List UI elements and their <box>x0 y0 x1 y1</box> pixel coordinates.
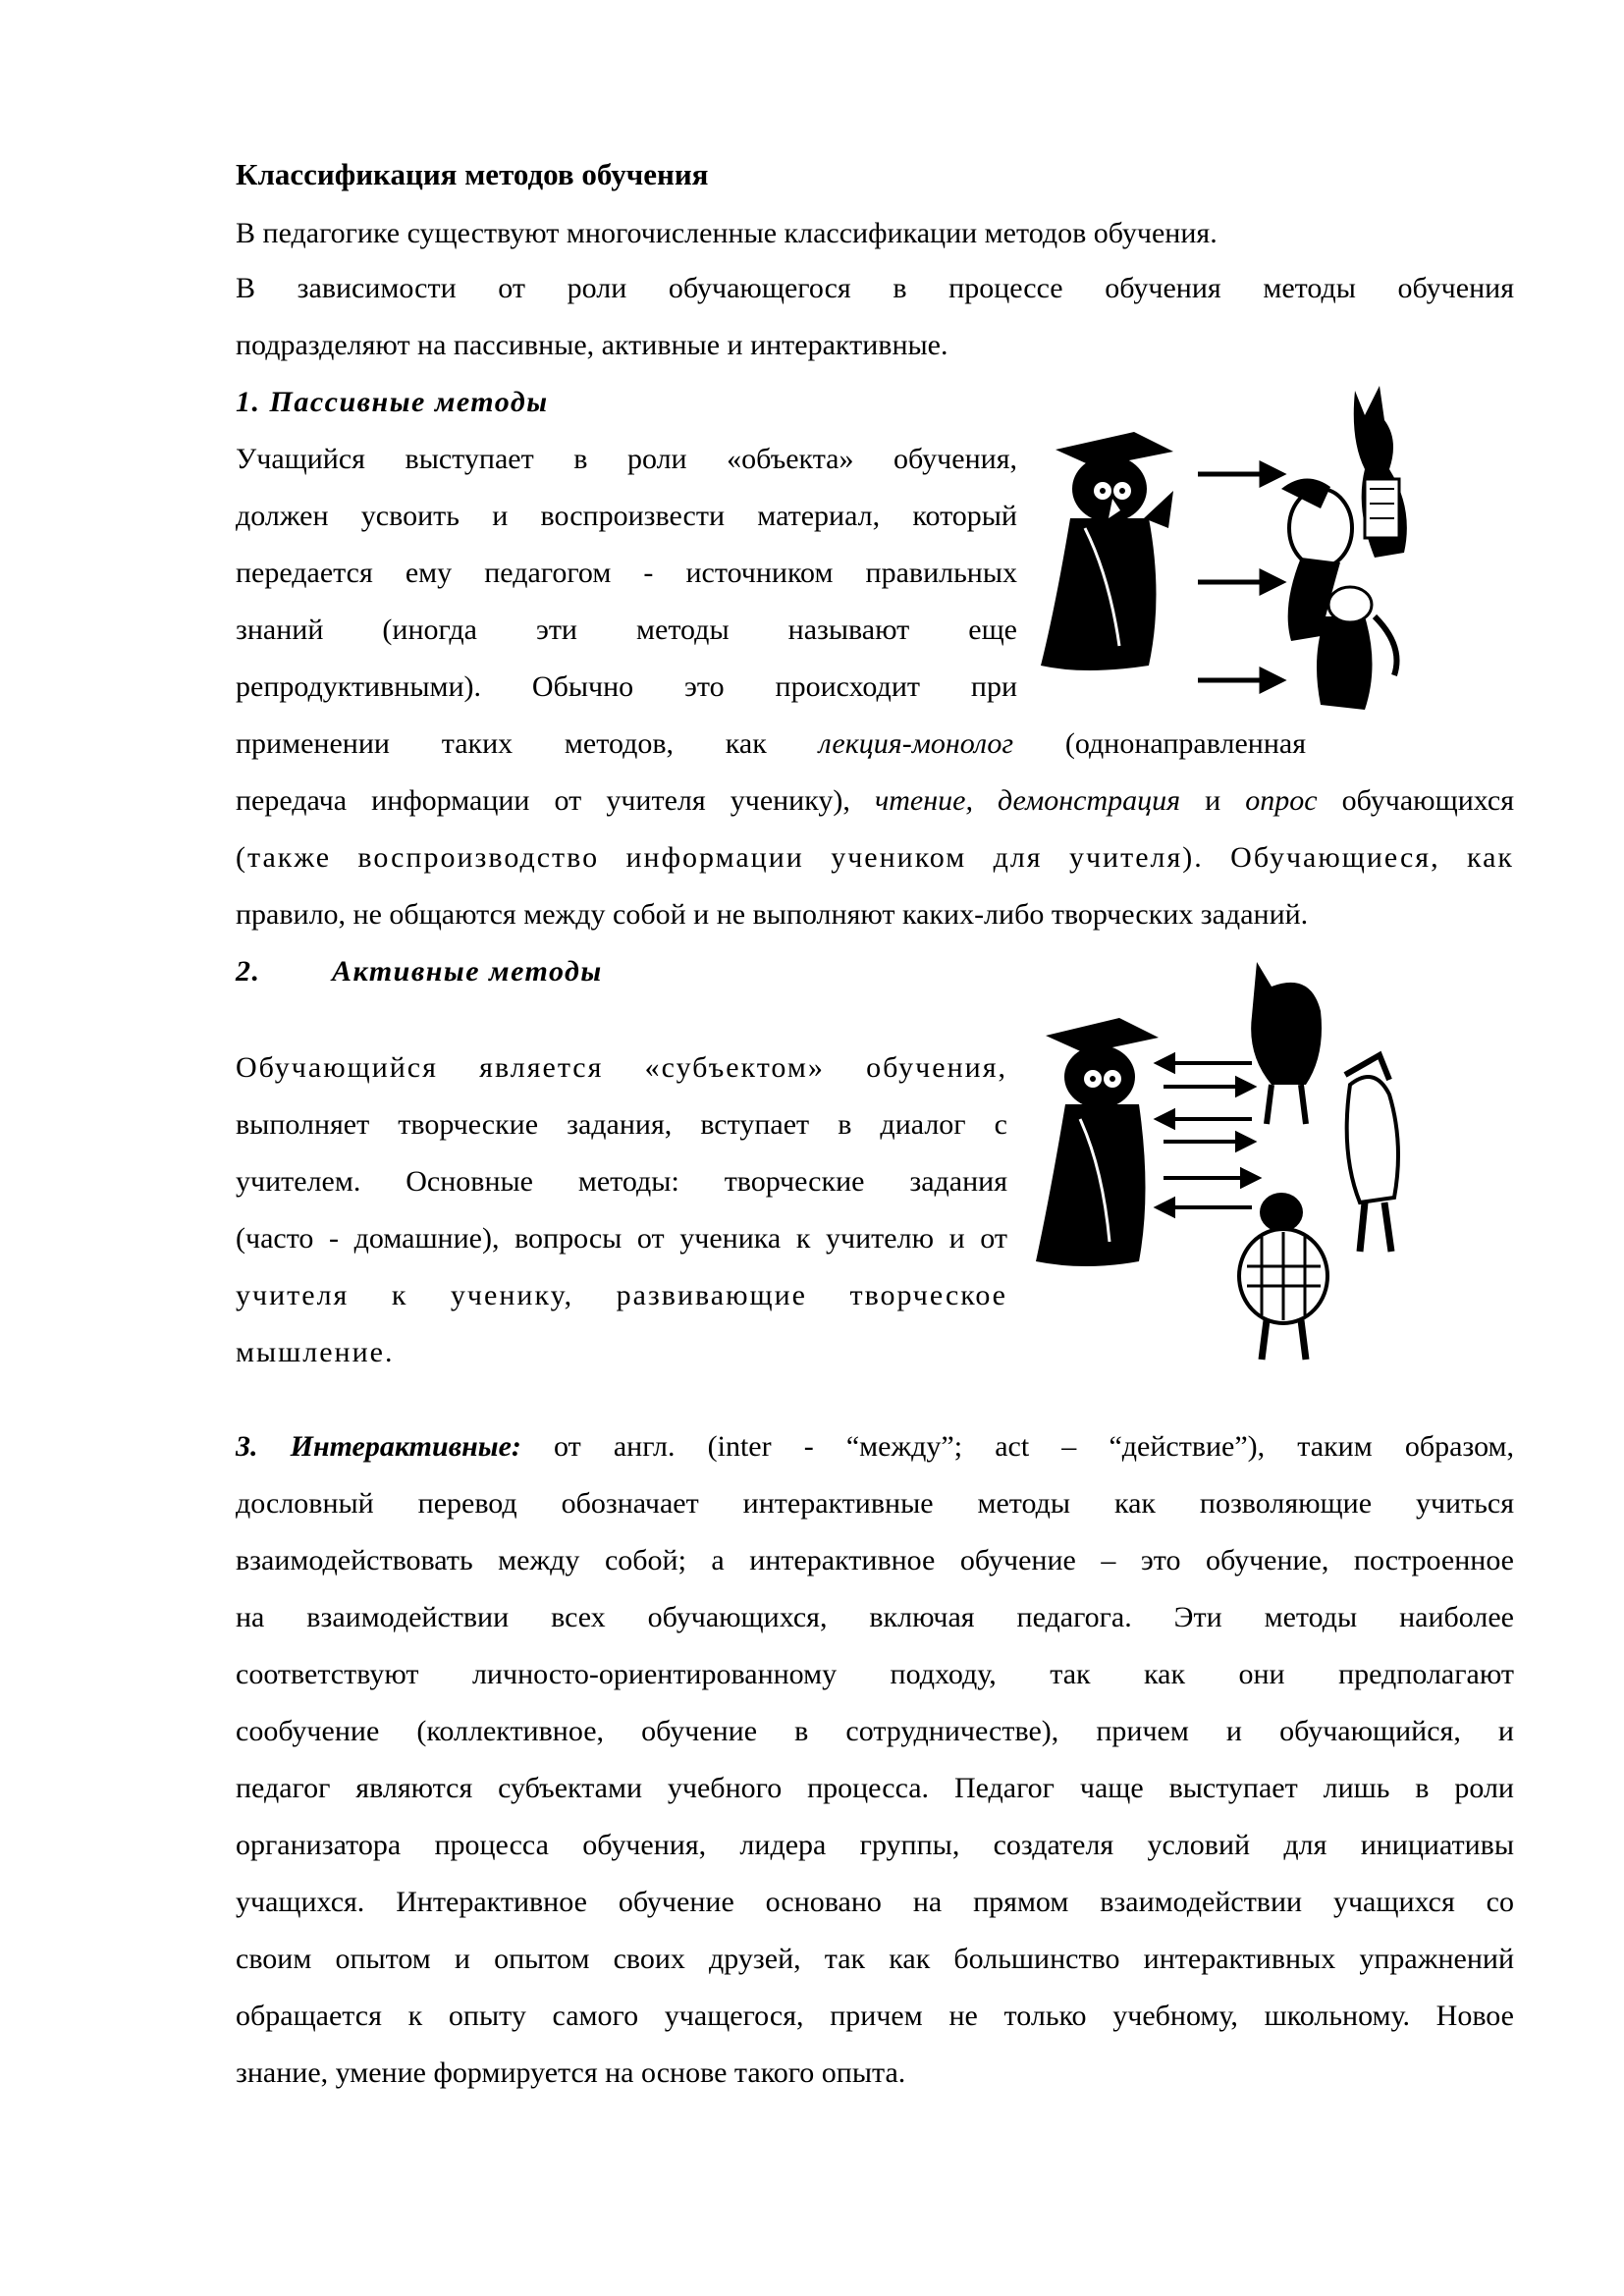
passive-text-line: должен усвоить и воспроизвести материал, который <box>236 500 1017 532</box>
active-text-line: мышление. <box>236 1336 395 1368</box>
emphasis-lecture-monologue: лекция-монолог <box>818 727 1014 760</box>
active-text-line: учителя к ученику, развивающие творческое <box>236 1279 1007 1311</box>
emphasis-survey: опрос <box>1245 784 1318 817</box>
passive-text-part: применении таких методов, как <box>236 727 819 760</box>
interactive-text-line: учащихся. Интерактивное обучение основано на прямом взаимодействии учащихся со <box>236 1886 1514 1918</box>
teacher-student-dialog-illustration <box>1026 957 1419 1374</box>
passive-text-part: передача информации от учителя ученику), <box>236 784 875 817</box>
interactive-text-line: сообучение (коллективное, обучение в сотрудничестве), причем и обучающийся, и <box>236 1715 1514 1747</box>
passive-text-part: обучающихся <box>1317 784 1514 817</box>
teacher-owl-figure <box>1036 1018 1159 1266</box>
one-way-arrows <box>1198 464 1281 690</box>
interactive-text-line: организатора процесса обучения, лидера группы, создателя условий для инициативы <box>236 1829 1514 1861</box>
intro-paragraph-2-line-2: подразделяют на пассивные, активные и интерактивные. <box>236 329 948 361</box>
teacher-to-students-one-way-illustration <box>1026 381 1419 744</box>
interactive-text-line: своим опытом и опытом своих друзей, так как большинство интерактивных упражнений <box>236 1943 1514 1975</box>
passive-text-line-methods-2 <box>236 781 1514 821</box>
interactive-text-line: дословный перевод обозначает интерактивные методы как позволяющие учиться <box>236 1487 1514 1520</box>
interactive-text-line-1 <box>236 1427 1514 1467</box>
passive-text-line: репродуктивными). Обычно это происходит при <box>236 670 1017 703</box>
passive-text-line: (также воспроизводство информации учеником для учителя). Обучающиеся, как <box>236 841 1514 874</box>
interactive-text-line: соответствуют личносто-ориентированному подходу, так как они предполагают <box>236 1658 1514 1690</box>
section-heading-active: Активные методы <box>332 955 603 988</box>
active-text-line: Обучающийся является «субъектом» обучения, <box>236 1051 1007 1084</box>
active-text-line: выполняет творческие задания, вступает в диалог с <box>236 1108 1007 1141</box>
section-number-active: 2. <box>236 955 261 988</box>
two-way-arrows <box>1158 1055 1258 1215</box>
intro-paragraph-1: В педагогике существуют многочисленные классификации методов обучения. <box>236 217 1218 249</box>
interactive-text-line: знание, умение формируется на основе такого опыта. <box>236 2056 906 2089</box>
active-text-line: учителем. Основные методы: творческие задания <box>236 1165 1007 1198</box>
passive-text-line: Учащийся выступает в роли «объекта» обучения, <box>236 443 1017 475</box>
passive-text-line: передается ему педагогом - источником правильных <box>236 557 1017 589</box>
emphasis-reading-demonstration: чтение, демонстрация <box>874 784 1181 817</box>
interactive-text-line: на взаимодействии всех обучающихся, включая педагога. Эти методы наиболее <box>236 1601 1514 1633</box>
section-heading-passive: 1. Пассивные методы <box>236 386 549 418</box>
student-figures <box>1239 962 1398 1360</box>
page-title: Классификация методов обучения <box>236 157 709 191</box>
passive-text-line: правило, не общаются между собой и не выполняют каких-либо творческих заданий. <box>236 898 1309 931</box>
intro-paragraph-2-line-1: В зависимости от роли обучающегося в процессе обучения методы обучения <box>236 272 1514 304</box>
interactive-text-line: взаимодействовать между собой; а интерактивное обучение – это обучение, построенное <box>236 1544 1514 1576</box>
interactive-text-line: педагог являются субъектами учебного процесса. Педагог чаще выступает лишь в роли <box>236 1772 1514 1804</box>
passive-text-part: (однонаправленная <box>1013 727 1306 760</box>
interactive-text-part: от англ. (inter - “между”; act – “действие”), таким образом, <box>520 1430 1514 1463</box>
passive-text-part: и <box>1180 784 1246 817</box>
interactive-text-line: обращается к опыту самого учащегося, причем не только учебному, школьному. Новое <box>236 2000 1514 2032</box>
active-text-line: (часто - домашние), вопросы от ученика к учителю и от <box>236 1222 1007 1255</box>
section-heading-interactive: 3. Интерактивные: <box>236 1430 521 1463</box>
student-figures <box>1281 386 1407 710</box>
passive-text-line: знаний (иногда эти методы называют еще <box>236 614 1017 646</box>
teacher-owl-figure <box>1041 432 1173 670</box>
